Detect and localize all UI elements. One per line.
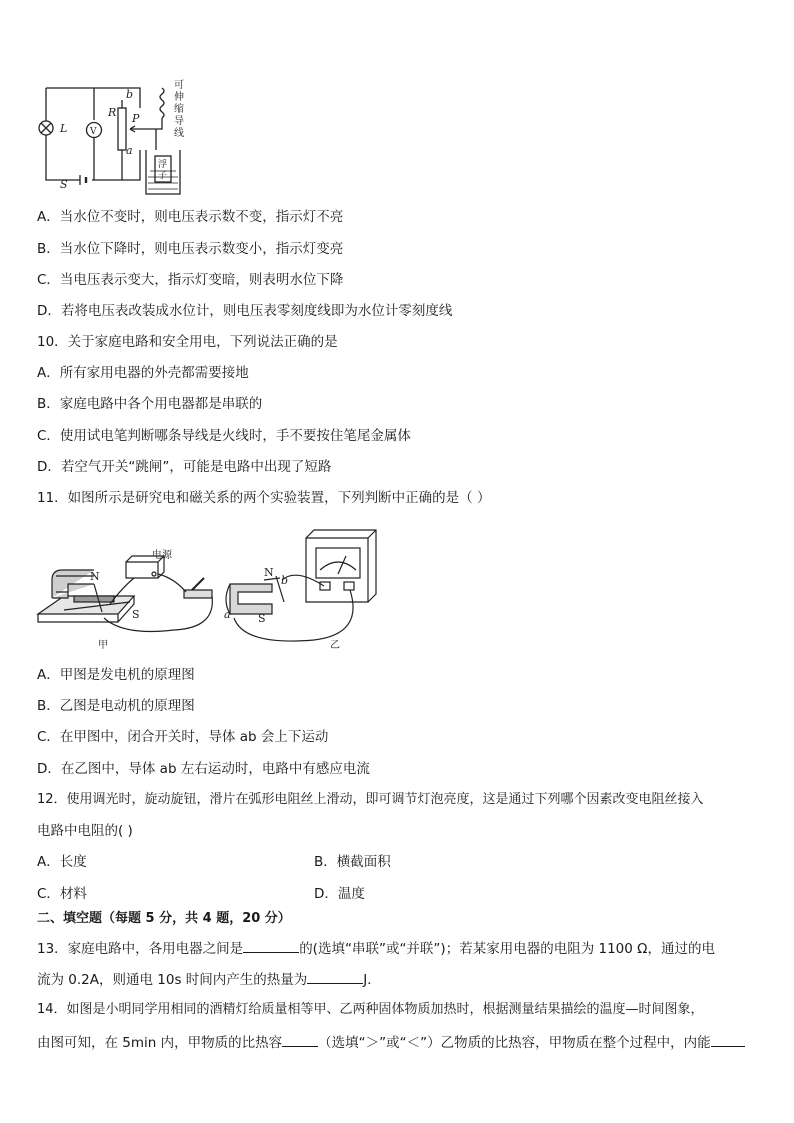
electromagnetism-figure xyxy=(34,518,414,653)
terminal-b-label: b xyxy=(126,88,134,101)
q14-blank-1[interactable] xyxy=(282,1032,318,1047)
wire-label-4: 导 xyxy=(174,116,184,127)
switch-label: S xyxy=(60,178,68,191)
q12-option-b: B．横截面积 xyxy=(314,854,391,870)
voltmeter-label: V xyxy=(90,127,97,137)
q10-option-d: D．若空气开关“跳闸”，可能是电路中出现了短路 xyxy=(37,459,332,475)
q10-stem: 10．关于家庭电路和安全用电，下列说法正确的是 xyxy=(37,334,338,350)
figure-yi-label: 乙 xyxy=(330,640,340,651)
q13-text-a: 13．家庭电路中，各用电器之间是 xyxy=(37,941,244,957)
q11-option-a: A．甲图是发电机的原理图 xyxy=(37,667,195,683)
float-label-1: 浮 xyxy=(158,160,168,170)
q12-option-c: C．材料 xyxy=(37,886,87,902)
slider-p-label: P xyxy=(132,112,140,125)
conductor-a-label: a xyxy=(224,608,231,621)
conductor-b-label: b xyxy=(281,574,289,587)
q9-option-b: B．当水位下降时，则电压表示数变小，指示灯变亮 xyxy=(37,241,344,257)
q11-stem: 11．如图所示是研究电和磁关系的两个实验装置，下列判断中正确的是（ ） xyxy=(37,490,491,506)
q13-line2 xyxy=(37,969,381,989)
q12-stem-line1: 12．使用调光时，旋动旋钮，滑片在弧形电阻丝上滑动，即可调节灯泡亮度，这是通过下列哪个因素改变电阻丝接入 xyxy=(37,792,704,807)
q13-blank-2[interactable] xyxy=(307,969,363,984)
q11-option-b: B．乙图是电动机的原理图 xyxy=(37,698,195,714)
wire-label-5: 线 xyxy=(174,128,184,139)
magnet-s-label-yi: S xyxy=(258,612,266,625)
q14-blank-2[interactable] xyxy=(711,1032,745,1047)
q12-stem-line2: 电路中电阻的( ) xyxy=(37,823,133,839)
q11-option-c: C．在甲图中，闭合开关时，导体 ab 会上下运动 xyxy=(37,729,329,745)
magnet-n-label-jia: N xyxy=(90,570,100,583)
q13-blank-1[interactable] xyxy=(243,938,299,953)
q13-text-b: 的(选填“串联”或“并联”)；若某家用电器的电阻为 1100 Ω，通过的电 xyxy=(299,941,715,957)
lamp-label: L xyxy=(60,122,68,135)
q13-text-c: 流为 0.2A，则通电 10s 时间内产生的热量为 xyxy=(37,972,308,988)
wire-label-3: 缩 xyxy=(174,104,184,115)
resistor-label: R xyxy=(108,106,117,119)
q9-option-d: D．若将电压表改装成水位计，则电压表零刻度线即为水位计零刻度线 xyxy=(37,303,453,319)
circuit-figure xyxy=(34,76,204,201)
q12-option-d: D．温度 xyxy=(314,886,365,902)
magnet-n-label-yi: N xyxy=(264,566,274,579)
q10-option-a: A．所有家用电器的外壳都需要接地 xyxy=(37,365,249,381)
power-source-label: 电源 xyxy=(152,550,172,561)
figure-jia-label: 甲 xyxy=(98,640,108,651)
q9-option-a: A．当水位不变时，则电压表示数不变，指示灯不亮 xyxy=(37,209,344,225)
magnet-s-label-jia: S xyxy=(132,608,140,621)
section-fill-in-title: 二、填空题（每题 5 分，共 4 题，20 分） xyxy=(37,911,291,926)
q12-option-a: A．长度 xyxy=(37,854,87,870)
wire-label-1: 可 xyxy=(174,80,184,91)
terminal-a-label: a xyxy=(126,144,133,157)
q11-option-d: D．在乙图中，导体 ab 左右运动时，电路中有感应电流 xyxy=(37,761,370,777)
q9-option-c: C．当电压表示变大，指示灯变暗，则表明水位下降 xyxy=(37,272,344,288)
q13-text-d: J． xyxy=(363,972,381,988)
q14-text-a: 由图可知，在 5min 内，甲物质的比热容 xyxy=(37,1035,283,1051)
q14-text-b: （选填“＞”或“＜”）乙物质的比热容，甲物质在整个过程中，内能 xyxy=(318,1035,711,1051)
wire-label-2: 伸 xyxy=(174,92,184,103)
q10-option-c: C．使用试电笔判断哪条导线是火线时，手不要按住笔尾金属体 xyxy=(37,428,411,444)
q14-line2 xyxy=(37,1032,745,1052)
q13-line1 xyxy=(37,938,715,958)
q14-line1: 14．如图是小明同学用相同的酒精灯给质量相等甲、乙两种固体物质加热时，根据测量结果描绘的温度—时间图象， xyxy=(37,1002,704,1017)
q10-option-b: B．家庭电路中各个用电器都是串联的 xyxy=(37,396,263,412)
float-label-2: 子 xyxy=(158,171,168,181)
